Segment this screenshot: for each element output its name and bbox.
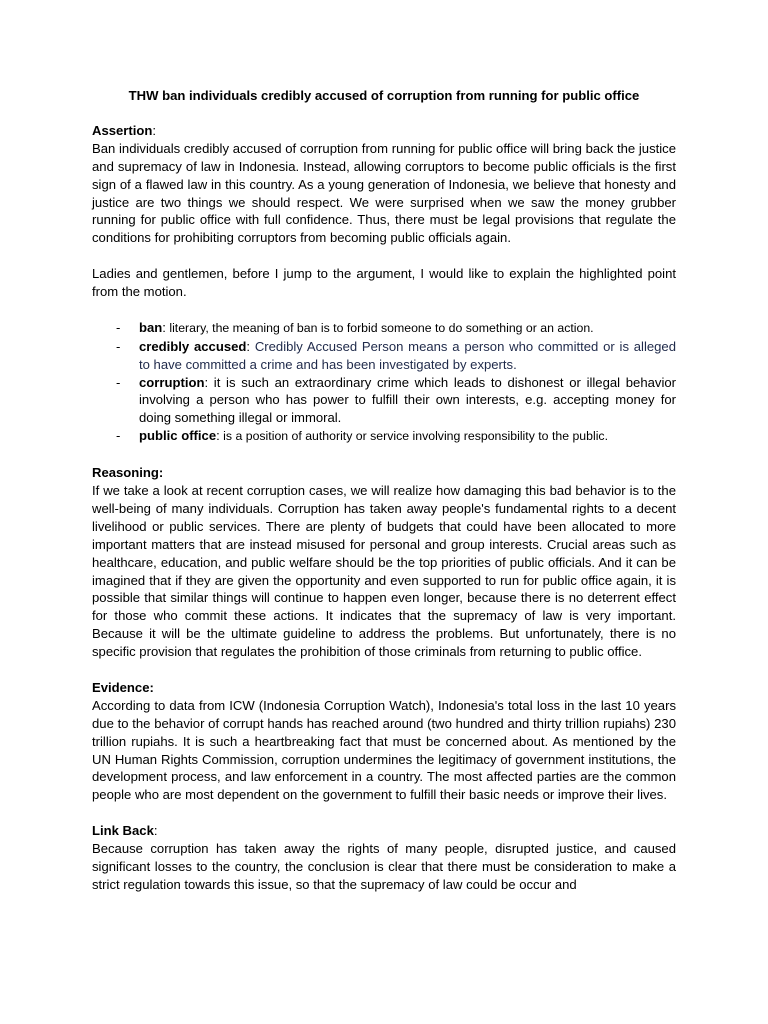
link-back-heading: Link Back: [92, 823, 154, 839]
intro-text: Ladies and gentlemen, before I jump to the argument, I would like to explain the highlighted point from the motion.: [92, 266, 676, 300]
assertion-heading-line: [92, 122, 676, 140]
definition-sep: :: [216, 428, 220, 444]
assertion-text: Ban individuals credibly accused of corruption from running for public office will bring back the justice and supremacy of law in Indonesia. Instead, allowing corruptors to become public officials is the first sign of a flawed law in this country. As a young generation of Indonesia, we believe that honesty and justice are two things we should respect. We were surprised when we saw the money grubber running for public office with full confidence. Thus, there must be legal provisions that regulate the conditions for prohibiting corruptors from becoming public officials again.: [92, 140, 676, 246]
definition-sep: :: [162, 319, 166, 335]
reasoning-heading: Reasoning:: [92, 465, 164, 481]
definition-item-credibly-accused: [92, 338, 676, 374]
evidence-heading: Evidence:: [92, 679, 154, 695]
definition-text: is a position of authority or service involving responsibility to the public.: [219, 429, 608, 444]
definition-item-public-office: [92, 427, 676, 446]
link-back-text: Because corruption has taken away the rights of many people, disrupted justice, and caused significant losses to the country, the conclusion is clear that there must be consideration to make a strict regulation towards this issue, so that the supremacy of law could be occur and: [92, 841, 676, 892]
link-back-heading-colon: :: [153, 823, 158, 839]
definition-sep: :: [204, 374, 209, 390]
reasoning-section: [92, 464, 676, 661]
definition-text: literary, the meaning of ban is to forbid someone to do something or an action.: [165, 320, 594, 335]
definition-term: ban: [139, 319, 163, 335]
definition-term: public office: [139, 428, 217, 444]
definition-item-corruption: [92, 374, 676, 428]
bullet-dash: -: [116, 338, 121, 354]
assertion-heading: Assertion: [92, 122, 153, 138]
definitions-list: [92, 319, 676, 446]
evidence-section: [92, 679, 676, 804]
definition-text: it is such an extraordinary crime which leads to dishonest or illegal behavior involving a person who has power to fulfill their own interests, e.g. accepting money for doing something illegal or immoral.: [139, 374, 676, 426]
assertion-section: [92, 122, 676, 247]
link-back-section: [92, 822, 676, 894]
bullet-dash: -: [116, 428, 121, 444]
assertion-heading-colon: :: [152, 122, 157, 138]
document-title: THW ban individuals credibly accused of corruption from running for public office: [128, 88, 640, 103]
definition-text: Credibly Accused Person means a person who committed or is alleged to have committed a crime and has been investigated by experts.: [139, 338, 676, 372]
link-back-heading-line: [92, 822, 676, 840]
bullet-dash: -: [116, 319, 121, 335]
definition-sep: :: [246, 338, 251, 354]
intro-section: [92, 265, 676, 301]
document-page: [92, 87, 676, 912]
reasoning-text: If we take a look at recent corruption cases, we will realize how damaging this bad behavior is to the well-being of many individuals. Corruption has taken away people's fundamental rights to a decent livelihood or public services. There are plenty of budgets that could have been allocated to more important matters that are instead misused for personal and group interests. Crucial areas such as healthcare, education, and public welfare should be the top priorities of public officials. And it can be imagined that if they are given the opportunity and even supported to run for public office again, it is possible that similar things will continue to happen even longer, because there is no deterrent effect for those who commit these actions. It indicates that the supremacy of law is very important. Because it will be the ultimate guideline to address the problems. But unfortunately, there is no specific provision that regulates the prohibition of those criminals from returning to public office.: [92, 482, 676, 660]
definition-item-ban: [92, 319, 676, 338]
definition-term: credibly accused: [139, 338, 247, 354]
definition-term: corruption: [139, 374, 205, 390]
bullet-dash: -: [116, 374, 121, 390]
evidence-text: According to data from ICW (Indonesia Corruption Watch), Indonesia's total loss in the last 10 years due to the behavior of corrupt hands has reached around (two hundred and thirty trillion rupiahs) 230 trillion rupiahs. It is such a heartbreaking fact that must be concerned about. As mentioned by the UN Human Rights Commission, corruption undermines the legitimacy of government institutions, the development process, and law enforcement in a country. The most affected parties are the common people who are most dependent on the government to fulfill their basic needs or improve their lives.: [92, 697, 676, 803]
